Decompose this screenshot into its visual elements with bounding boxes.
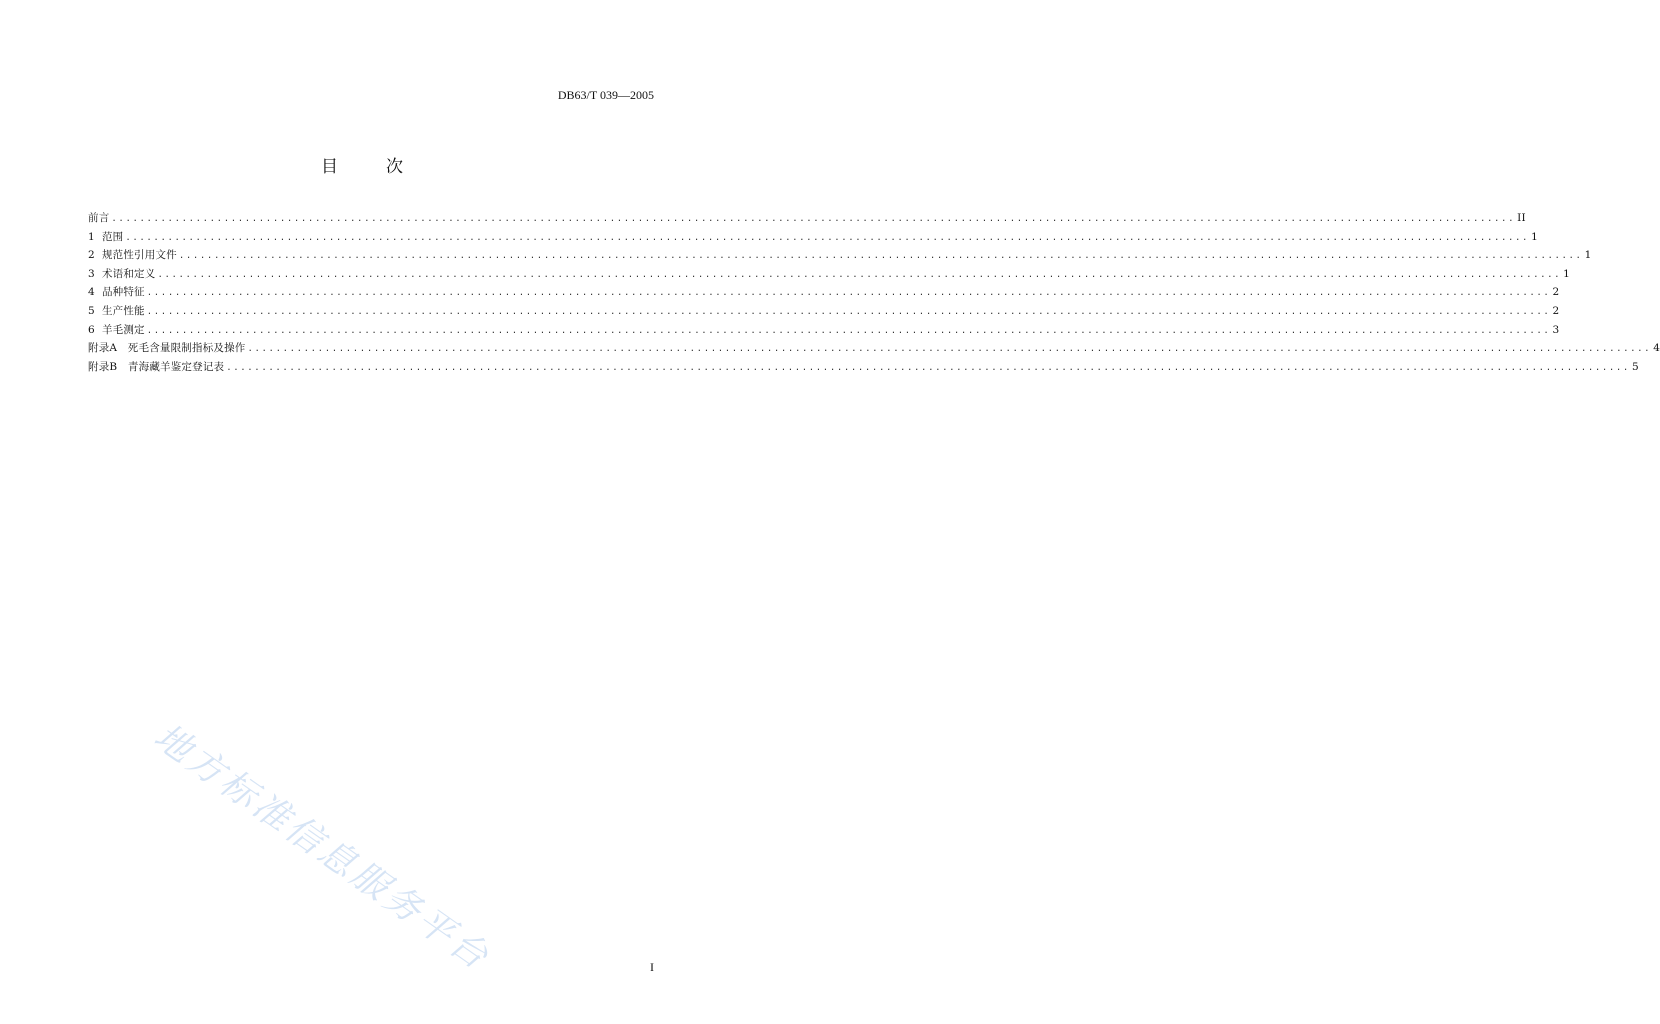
table-of-contents	[88, 210, 1660, 377]
toc-entry-breed-characteristics[interactable]	[88, 284, 1560, 303]
toc-leader-dots: ........................................................................................................................................................................................................	[125, 232, 1530, 243]
toc-entry-page: 5	[1631, 360, 1639, 373]
toc-entry-label: 4 品种特征	[88, 286, 145, 299]
toc-entry-label: 5 生产性能	[88, 304, 145, 317]
toc-entry-terms-definitions[interactable]	[88, 266, 1571, 285]
toc-entry-label: 2 规范性引用文件	[88, 249, 177, 262]
toc-entry-label: 前言	[88, 212, 110, 224]
toc-leader-dots: ........................................................................................................................................................................................................	[178, 251, 1583, 262]
toc-entry-page: 2	[1552, 286, 1560, 299]
toc-entry-annex-b[interactable]	[88, 359, 1639, 378]
toc-entry-label: 6 羊毛测定	[88, 323, 145, 336]
standard-code: DB63/T 039—2005	[557, 88, 654, 102]
toc-title-char-2: 次	[386, 157, 403, 177]
toc-entry-wool-measurement[interactable]	[88, 322, 1560, 341]
page-number: I	[650, 960, 654, 974]
toc-entry-label: 1 范围	[88, 230, 124, 243]
toc-leader-dots: ........................................................................................................................................................................................................	[146, 306, 1551, 317]
toc-leader-dots: ........................................................................................................................................................................................................	[157, 269, 1562, 280]
toc-leader-dots: ........................................................................................................................................................................................................	[146, 288, 1551, 299]
toc-entry-normative-references[interactable]	[88, 247, 1592, 266]
toc-title-char-1: 目	[321, 157, 338, 177]
toc-entry-page: 1	[1563, 267, 1571, 280]
toc-entry-page: 1	[1531, 230, 1538, 243]
toc-entry-page: II	[1517, 212, 1526, 224]
toc-title	[0, 152, 724, 177]
toc-entry-label: 3 术语和定义	[88, 267, 156, 280]
toc-entry-page: 4	[1653, 342, 1660, 355]
toc-entry-foreword[interactable]	[88, 210, 1526, 229]
toc-entry-label: 附录A 死毛含量限制指标及操作	[88, 342, 246, 355]
toc-entry-production-performance[interactable]	[88, 303, 1560, 322]
toc-leader-dots: ........................................................................................................................................................................................................	[226, 362, 1630, 373]
watermark: 地方标准信息服务平台	[146, 716, 498, 980]
toc-entry-page: 2	[1552, 304, 1560, 317]
toc-leader-dots: ........................................................................................................................................................................................................	[247, 344, 1652, 355]
toc-leader-dots: ........................................................................................................................................................................................................	[146, 325, 1551, 336]
toc-entry-page: 1	[1584, 249, 1592, 262]
toc-entry-scope[interactable]	[88, 229, 1538, 248]
toc-leader-dots: ........................................................................................................................................................................................................	[111, 214, 1516, 224]
toc-entry-page: 3	[1552, 323, 1560, 336]
toc-entry-label: 附录B 青海藏羊鉴定登记表	[88, 360, 225, 373]
toc-entry-annex-a[interactable]	[88, 340, 1660, 359]
